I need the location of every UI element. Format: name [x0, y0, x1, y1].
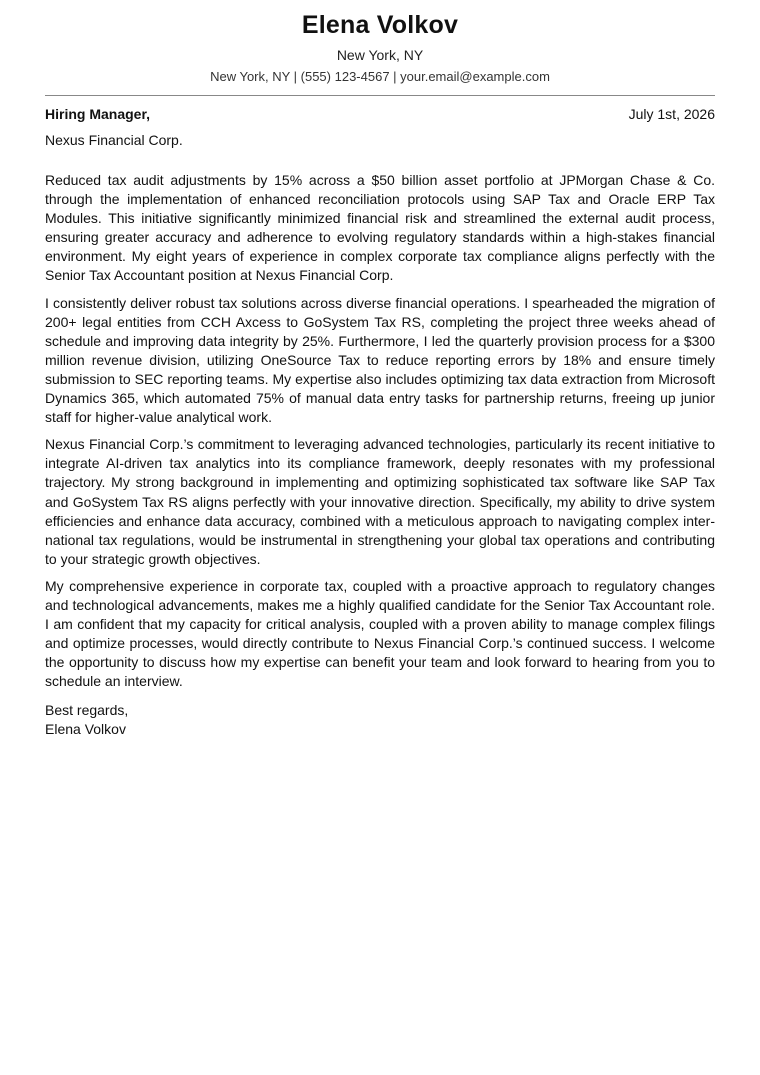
header-divider: [45, 95, 715, 96]
sender-name: Elena Volkov: [301, 11, 459, 39]
letter-body: [45, 171, 715, 691]
sender-contact-line: New York, NY | (555) 123-4567 | your.email@example.com: [210, 69, 550, 84]
letter-header: [45, 0, 715, 85]
body-paragraph-4: My comprehensive experience in corporate tax, coupled with a proactive approach to regulatory changes and technological advancements, makes me a highly qualified candidate for the Senior Tax Accountant role. I am confident that my capacity for critical analysis, coupled with a proven ability to manage complex filings and optimize processes, would directly contribute to Nexus Financial Corp.’s continued success. I welcome the opportunity to discuss how my expertise can benefit your team and look forward to hearing from you to schedule an interview.: [45, 577, 715, 690]
recipient-greeting: Hiring Manager,: [45, 106, 151, 122]
body-paragraph-2: I consistently deliver robust tax solutions across diverse financial operations. I spearheaded the migration of 200+ legal entities from CCH Axcess to GoSystem Tax RS, completing the project three weeks ahead of schedule and improving data integrity by 25%. Furthermore, I led the quarterly provision process for a $300 million revenue division, utilizing OneSource Tax to reduce reporting errors by 18% and ensure timely submission to SEC reporting teams. My expertise also includes optimizing tax data extraction from Microsoft Dynamics 365, which automated 75% of manual data entry tasks for partnership returns, freeing up junior staff for higher-value analytical work.: [45, 294, 715, 426]
letter-closing: [45, 701, 715, 739]
letter-date: July 1st, 2026: [628, 106, 715, 122]
sender-location: New York, NY: [336, 47, 424, 63]
recipient-date-row: [45, 105, 715, 124]
recipient-company: Nexus Financial Corp.: [45, 132, 183, 148]
closing-salutation: Best regards,: [45, 702, 129, 719]
body-paragraph-3: Nexus Financial Corp.’s commitment to leveraging advanced technologies, particularly its recent initiative to integrate AI-driven tax analytics into its compliance framework, deeply resonates with my professional trajectory. My strong background in implementing and optimizing sophisticated tax software like SAP Tax and GoSystem Tax RS aligns perfectly with your innovative direction. Specifically, my ability to drive system efficiencies and enhance data accuracy, combined with a meticulous approach to navigating complex international tax regulations, would be instrumental in strengthening your global tax operations and contributing to your strategic growth objectives.: [45, 436, 715, 567]
closing-signature: Elena Volkov: [45, 721, 126, 738]
body-paragraph-1: Reduced tax audit adjustments by 15% across a $50 billion asset portfolio at JPMorgan Chase & Co. through the implementation of enhanced reconciliation protocols using SAP Tax and Oracle ERP Tax Modules. This initiative significantly minimized financial risk and streamlined the external audit process, ensuring greater accuracy and adherence to evolving regulatory standards within a high-stakes financial environment. My eight years of experience in complex corporate tax compliance aligns perfectly with the Senior Tax Accountant position at Nexus Financial Corp.: [45, 172, 715, 284]
